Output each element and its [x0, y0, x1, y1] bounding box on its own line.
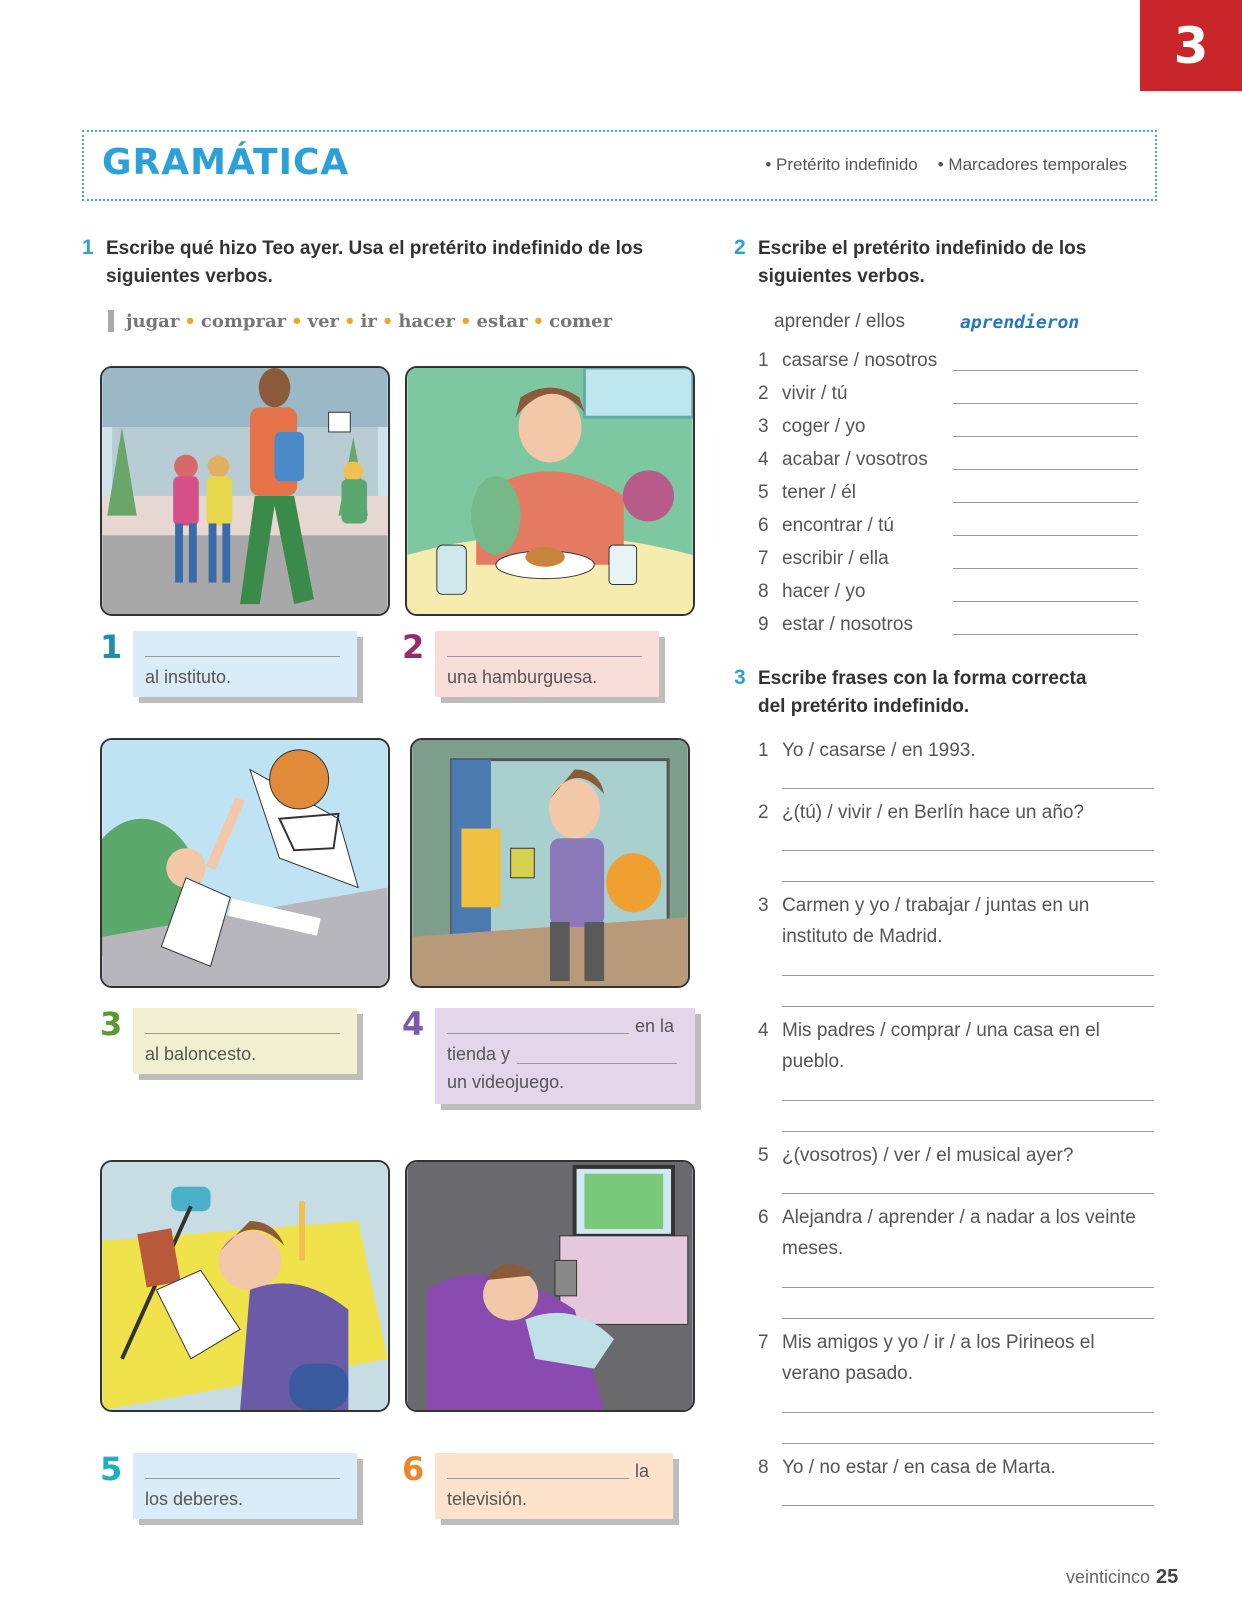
exercise-3-number: 3 — [734, 666, 746, 689]
exercise-2-number: 2 — [734, 236, 746, 259]
answer-line[interactable] — [782, 1318, 1154, 1319]
card-text: al baloncesto. — [145, 1044, 257, 1064]
card-text: al instituto. — [145, 667, 232, 687]
picture-number-2: 2 — [402, 628, 425, 666]
exercise-2-instruction: Escribe el pretérito indefinido de los siguientes verbos. — [758, 238, 1087, 287]
grammar-header — [82, 130, 1157, 201]
card-text: la — [635, 1461, 650, 1481]
answer-line[interactable] — [447, 1018, 629, 1034]
answer-card-3 — [133, 1008, 357, 1074]
answer-line[interactable] — [447, 641, 642, 657]
page-number: 25 — [1156, 1566, 1179, 1588]
verb: ver — [307, 310, 340, 332]
topic-item: • Pretérito indefinido — [765, 155, 918, 174]
answer-line[interactable] — [782, 881, 1154, 882]
answer-line[interactable] — [953, 535, 1138, 536]
homework-scene-image — [102, 1162, 388, 1410]
picture-number-1: 1 — [100, 628, 123, 666]
answer-line[interactable] — [953, 436, 1138, 437]
card-text: televisión. — [447, 1489, 528, 1509]
answer-line[interactable] — [782, 1412, 1154, 1413]
exercise-3-instruction: Escribe frases con la forma correcta del pretérito indefinido. — [758, 668, 1087, 717]
ex2-item: 2 vivir / tú — [758, 383, 1138, 409]
verb: comprar — [200, 310, 287, 332]
ex2-item: 1 casarse / nosotros — [758, 350, 1138, 376]
eating-scene-image — [407, 368, 693, 614]
answer-line[interactable] — [782, 850, 1154, 851]
topic-item: • Marcadores temporales — [937, 155, 1127, 174]
verb-list: jugar • comprar • ver • ir • hacer • estar • comer — [108, 310, 612, 332]
answer-line[interactable] — [782, 1100, 1154, 1101]
example-answer: aprendieron — [960, 312, 1080, 333]
page-footer — [1066, 1566, 1178, 1589]
tv-scene-image — [407, 1162, 693, 1410]
answer-line[interactable] — [953, 502, 1138, 503]
illustration-tv — [405, 1160, 695, 1412]
shop-scene-image — [412, 740, 688, 986]
verb: jugar — [126, 310, 180, 332]
answer-card-2 — [435, 631, 659, 697]
exercise-1-number: 1 — [82, 236, 94, 259]
unit-number-tab: 3 — [1140, 0, 1242, 91]
example-prompt: aprender / ellos — [774, 311, 905, 332]
answer-line[interactable] — [782, 1287, 1154, 1288]
answer-line[interactable] — [782, 1006, 1154, 1007]
answer-line[interactable] — [953, 601, 1138, 602]
verb: comer — [549, 310, 613, 332]
illustration-shop — [410, 738, 690, 988]
answer-card-1 — [133, 631, 357, 697]
answer-line[interactable] — [782, 1505, 1154, 1506]
school-scene-image — [102, 368, 388, 614]
card-text: una hamburguesa. — [447, 667, 598, 687]
ex2-item: 7 escribir / ella — [758, 548, 1138, 574]
picture-number-3: 3 — [100, 1005, 123, 1043]
answer-line[interactable] — [447, 1463, 629, 1479]
basketball-scene-image — [102, 740, 388, 986]
verb: ir — [360, 310, 377, 332]
topics-list — [765, 155, 1127, 175]
ex2-item: 9 estar / nosotros — [758, 614, 1138, 640]
answer-line[interactable] — [145, 1463, 340, 1479]
illustration-eating — [405, 366, 695, 616]
answer-line[interactable] — [782, 975, 1154, 976]
verb: hacer — [398, 310, 456, 332]
answer-line[interactable] — [953, 469, 1138, 470]
ex2-item: 3 coger / yo — [758, 416, 1138, 442]
card-text: en la — [635, 1016, 675, 1036]
answer-line[interactable] — [782, 1131, 1154, 1132]
picture-number-4: 4 — [402, 1005, 425, 1043]
ex2-item: 8 hacer / yo — [758, 581, 1138, 607]
answer-line[interactable] — [782, 1193, 1154, 1194]
exercise-1-instruction: Escribe qué hizo Teo ayer. Usa el pretérito indefinido de los siguientes verbos. — [106, 238, 644, 287]
answer-card-5 — [133, 1453, 357, 1519]
picture-number-6: 6 — [402, 1450, 425, 1488]
card-text: los deberes. — [145, 1489, 244, 1509]
card-text: tienda y — [447, 1044, 511, 1064]
answer-card-4 — [435, 1008, 695, 1104]
answer-card-6 — [435, 1453, 673, 1519]
illustration-homework — [100, 1160, 390, 1412]
ex2-item: 4 acabar / vosotros — [758, 449, 1138, 475]
ex2-item: 6 encontrar / tú — [758, 515, 1138, 541]
verb-list-bar — [108, 310, 114, 332]
card-text: un videojuego. — [447, 1072, 565, 1092]
ex2-item: 5 tener / él — [758, 482, 1138, 508]
verb: estar — [476, 310, 528, 332]
answer-line[interactable] — [517, 1048, 677, 1064]
picture-number-5: 5 — [100, 1450, 123, 1488]
answer-line[interactable] — [782, 1443, 1154, 1444]
answer-line[interactable] — [953, 403, 1138, 404]
section-title: GRAMÁTICA — [102, 142, 350, 183]
answer-line[interactable] — [953, 634, 1138, 635]
illustration-school — [100, 366, 390, 616]
answer-line[interactable] — [145, 1018, 340, 1034]
answer-line[interactable] — [953, 568, 1138, 569]
answer-line[interactable] — [782, 788, 1154, 789]
page-word: veinticinco — [1066, 1567, 1151, 1587]
answer-line[interactable] — [953, 370, 1138, 371]
answer-line[interactable] — [145, 641, 340, 657]
illustration-basketball — [100, 738, 390, 988]
